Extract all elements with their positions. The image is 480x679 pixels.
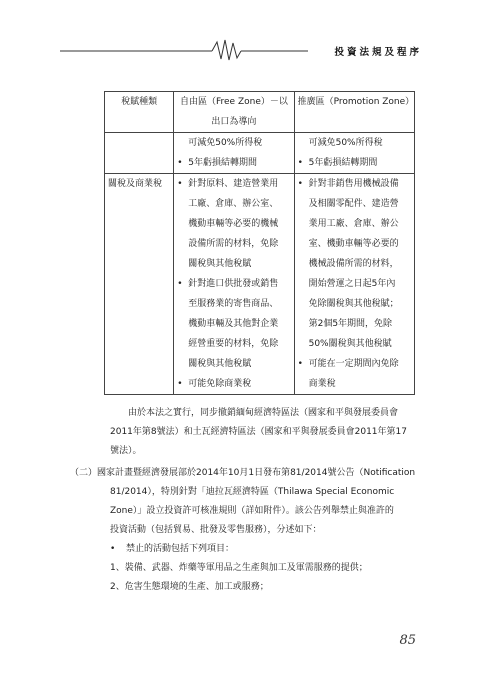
running-header bbox=[60, 38, 422, 62]
header-promotion-zone: 推廣區（Promotion Zone） bbox=[294, 92, 414, 133]
paragraph-repeal: 由於本法之實行，同步撤銷緬甸經濟特區法（國家和平與發展委員會 2011年第8號法）和土瓦經濟特區法（國家和平與發展委員會2011年第17 號法）。 bbox=[110, 408, 407, 456]
cell-promo-income bbox=[294, 133, 414, 174]
cell-free-income bbox=[174, 133, 294, 174]
list-item: • 5年虧損結轉期間 bbox=[177, 158, 257, 168]
cell-promo-customs: • 針對非銷售用機械設備 及相關零配件、建造營 業用工廠、倉庫、辦公 室、機動車輛等必要的 機械設備所需的材料， 開始營運之日起5年內 免除關稅與其他稅賦； 第2個5年期間，免除 50%關稅與其他稅賦 • 可能在一定期間內免除 商業稅 bbox=[294, 174, 414, 395]
list-item: • 可能免除商業稅 bbox=[177, 379, 252, 389]
list-item: • 可能在一定期間內免除 bbox=[297, 359, 399, 369]
cell-free-customs: • 針對原料、建造營業用 工廠、倉庫、辦公室、 機動車輛等必要的機械 設備所需的材料，免除 關稅與其他稅賦 • 針對進口供批發或銷售 至服務業的寄售商品、 機動車輛及其他對企業 經營重要的材料，免除 關稅與其他稅賦 • 可能免除商業稅 bbox=[174, 174, 294, 395]
list-item: 2、危害生態環境的生產、加工或服務； bbox=[110, 582, 269, 592]
list-item: • 5年虧損結轉期間 bbox=[297, 158, 378, 168]
prohibited-activities-list bbox=[110, 540, 420, 597]
header-title: 投資法規及程序 bbox=[334, 47, 422, 58]
list-item: • 針對原料、建造營業用 bbox=[177, 179, 279, 189]
list-item: • 禁止的活動包括下列項目： bbox=[110, 544, 235, 554]
table-header-row bbox=[105, 92, 415, 133]
header-free-zone: 自由區（Free Zone）－以出口為導向 bbox=[174, 92, 294, 133]
text-line: 可減免50%所得稅 bbox=[188, 138, 263, 148]
page-number: 85 bbox=[399, 633, 416, 648]
header-tax-type: 稅賦種類 bbox=[105, 92, 174, 133]
tax-comparison-table bbox=[104, 91, 415, 395]
row-label-empty bbox=[105, 133, 174, 174]
paragraph-notification: （二）國家計畫暨經濟發展部於2014年10月1日發布第81/2014號公告（Notification 81/2014），特別針對「迪拉瓦經濟特區（Thilawa Special Economic Zone）」設立投資許可核准規則（詳如附件）。該公告列舉禁止與准許的 投資活動（包括貿易、批發及零售服務），分述如下： bbox=[70, 468, 416, 535]
list-item: 1、裝備、武器、炸藥等軍用品之生產與加工及軍需服務的提供； bbox=[110, 563, 368, 573]
table-row-customs bbox=[105, 174, 415, 395]
list-item: • 針對非銷售用機械設備 bbox=[297, 179, 399, 189]
text-line: 可減免50%所得稅 bbox=[308, 138, 383, 148]
row-label-customs: 關稅及商業稅 bbox=[105, 174, 174, 395]
table-row-income-tax bbox=[105, 133, 415, 174]
list-item: • 針對進口供批發或銷售 bbox=[177, 279, 279, 289]
